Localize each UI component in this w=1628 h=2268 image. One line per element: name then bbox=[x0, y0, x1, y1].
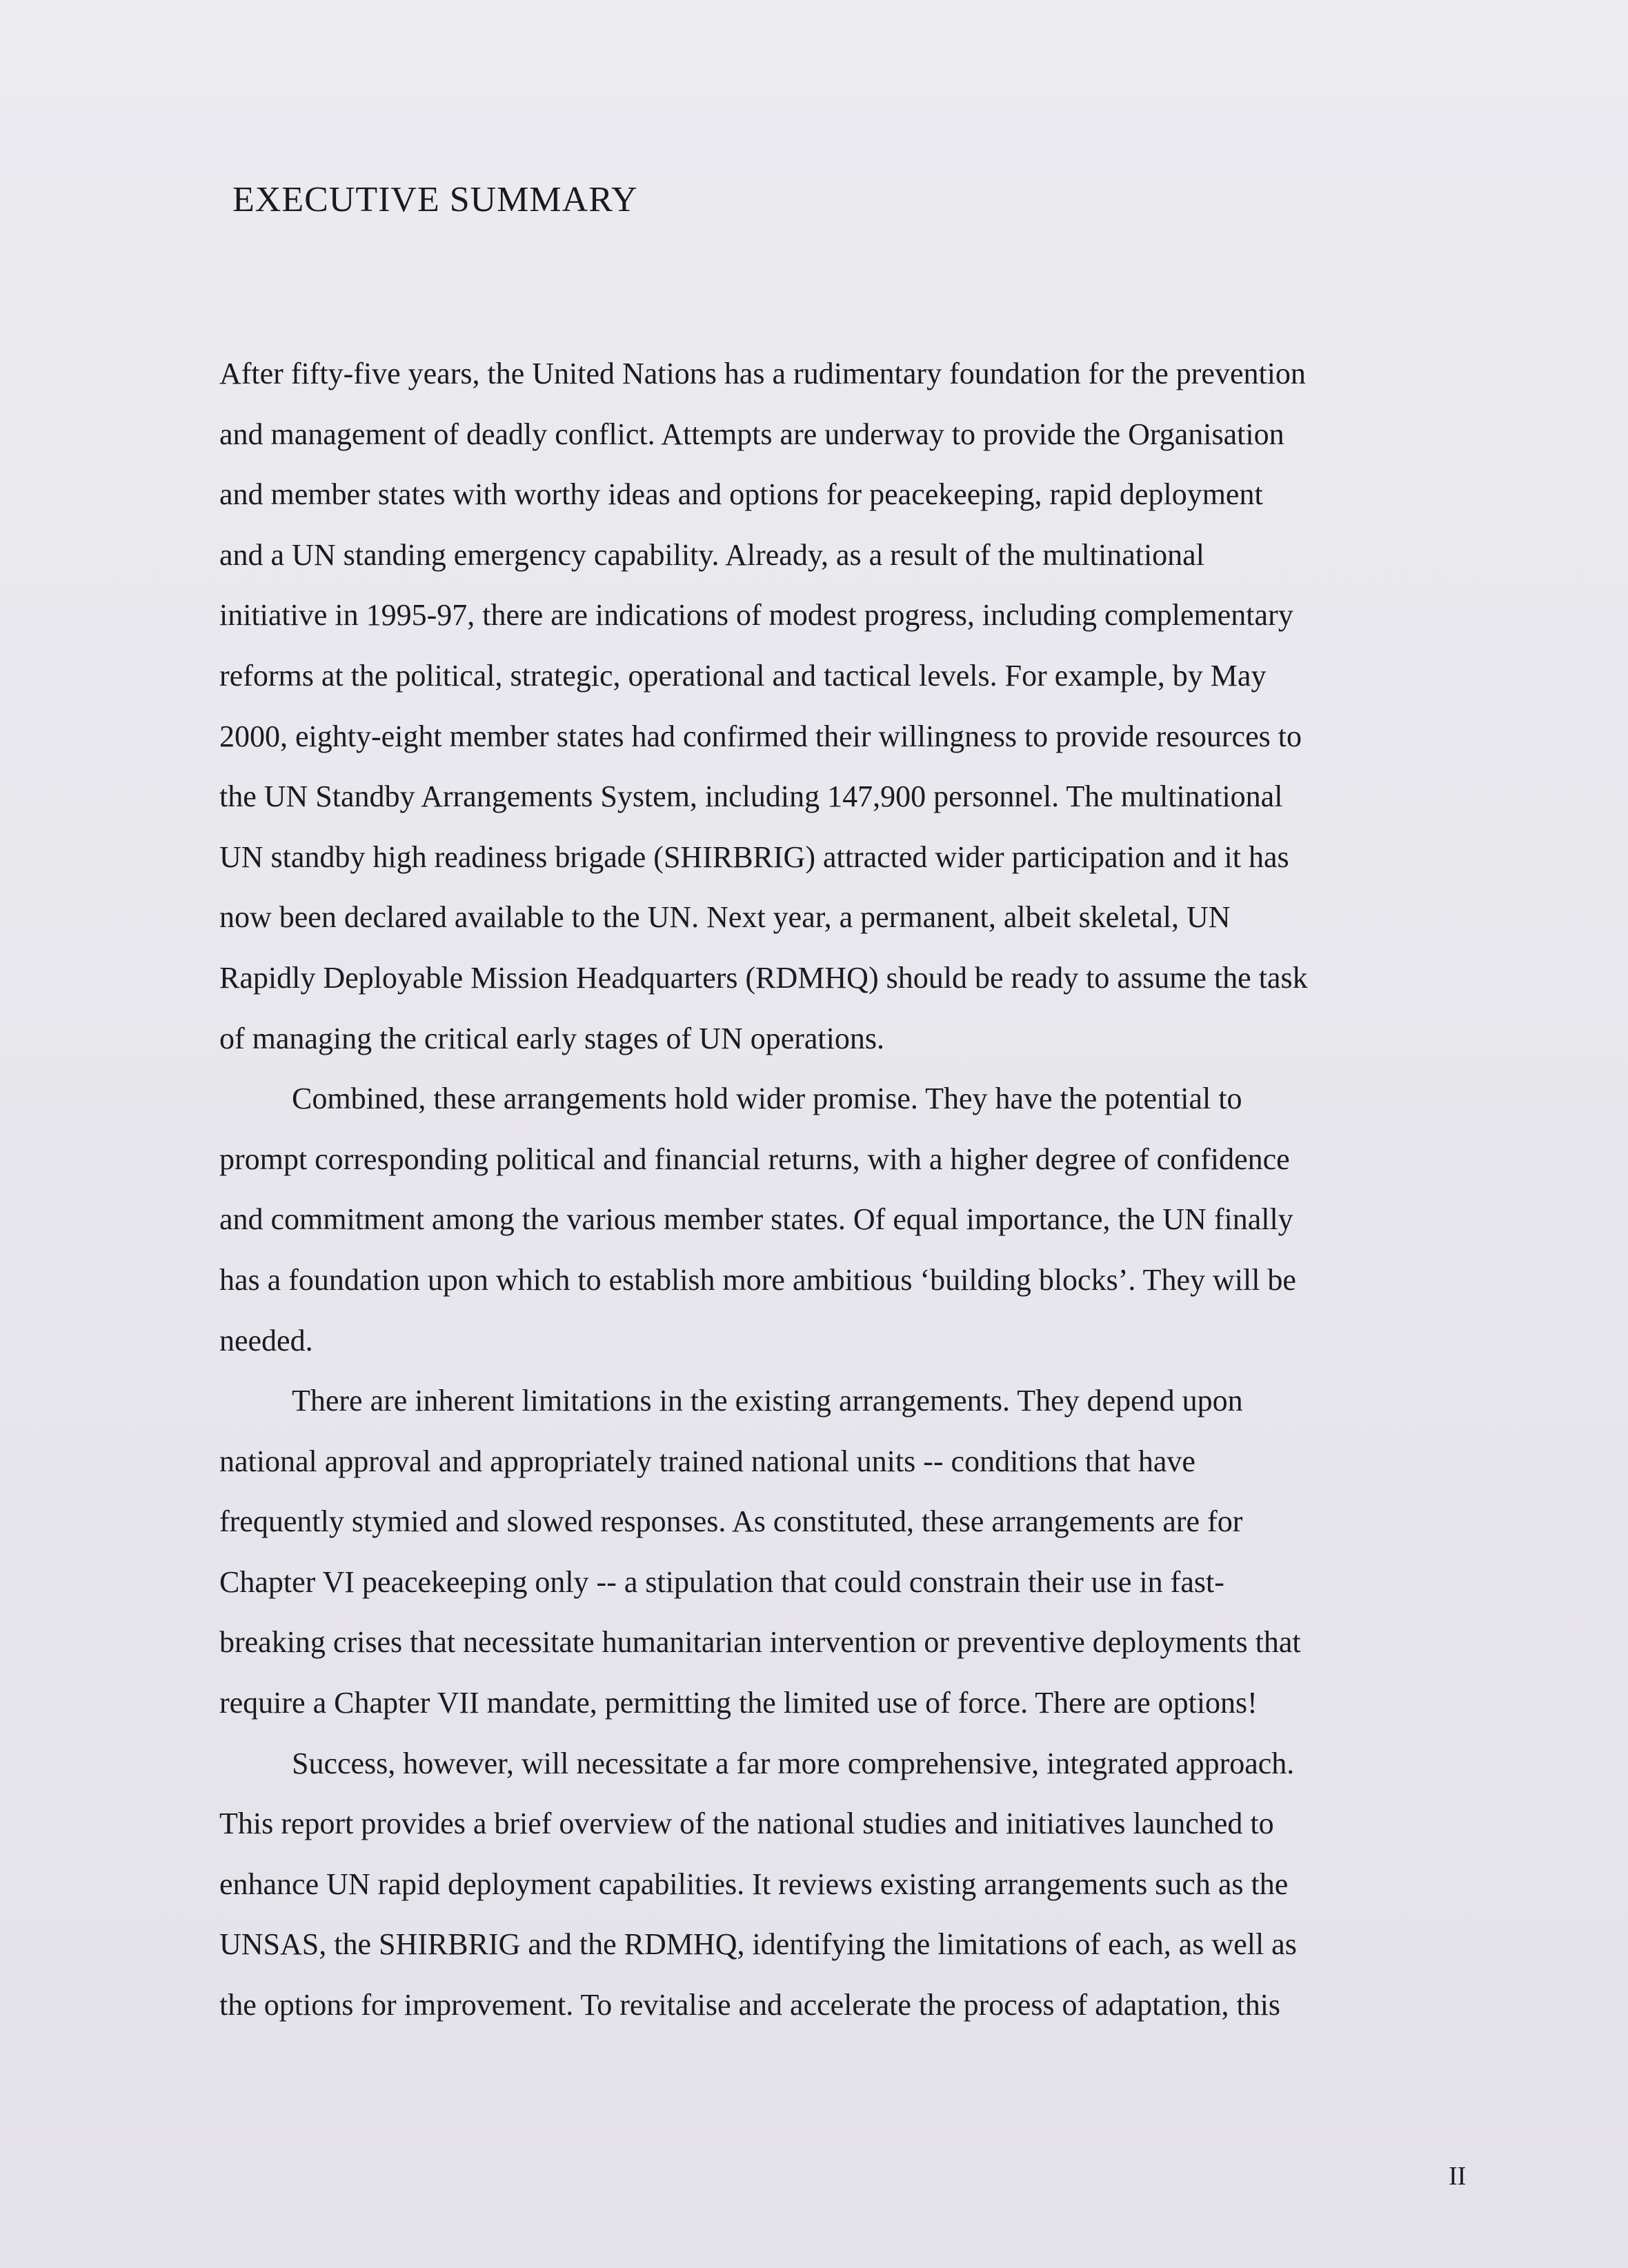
text-line: After fifty-five years, the United Nations has a rudimentary foundation for the prevention bbox=[219, 357, 1306, 390]
page-number: II bbox=[1449, 2162, 1467, 2191]
text-line: reforms at the political, strategic, operational and tactical levels. For example, by May bbox=[219, 658, 1267, 693]
paragraph-start-line: Combined, these arrangements hold wider promise. They have the potential to bbox=[292, 1082, 1242, 1116]
text-line: and a UN standing emergency capability. Already, as a result of the multinational bbox=[219, 537, 1204, 572]
text-line: initiative in 1995-97, there are indications of modest progress, including complementary bbox=[219, 598, 1293, 633]
text-line: require a Chapter VII mandate, permitting the limited use of force. There are options! bbox=[219, 1686, 1258, 1720]
text-line: now been declared available to the UN. Next year, a permanent, albeit skeletal, UN bbox=[219, 900, 1231, 935]
text-line: has a foundation upon which to establish more ambitious ‘building blocks’. They will be bbox=[219, 1262, 1296, 1297]
text-line: prompt corresponding political and financial returns, with a higher degree of confidence bbox=[219, 1142, 1290, 1176]
text-line: and management of deadly conflict. Attempts are underway to provide the Organisation bbox=[219, 417, 1284, 451]
paragraph-start-line: There are inherent limitations in the existing arrangements. They depend upon bbox=[292, 1384, 1243, 1418]
text-line: Chapter VI peacekeeping only -- a stipulation that could constrain their use in fast- bbox=[219, 1564, 1224, 1599]
text-line: frequently stymied and slowed responses. As constituted, these arrangements are for bbox=[219, 1504, 1243, 1539]
text-line: enhance UN rapid deployment capabilities. It reviews existing arrangements such as the bbox=[219, 1867, 1289, 1901]
text-line: the UN Standby Arrangements System, including 147,900 personnel. The multinational bbox=[219, 779, 1283, 814]
text-line: and commitment among the various member states. Of equal importance, the UN finally bbox=[219, 1202, 1293, 1237]
text-line: national approval and appropriately trained national units -- conditions that have bbox=[219, 1444, 1195, 1478]
page-heading: EXECUTIVE SUMMARY bbox=[232, 180, 638, 219]
text-line: Rapidly Deployable Mission Headquarters (RDMHQ) should be ready to assume the task bbox=[219, 960, 1308, 995]
text-line: 2000, eighty-eight member states had confirmed their willingness to provide resources to bbox=[219, 719, 1302, 753]
text-line: needed. bbox=[219, 1323, 313, 1357]
text-line: of managing the critical early stages of UN operations. bbox=[219, 1021, 885, 1055]
body-text bbox=[219, 344, 1496, 2036]
text-line: UNSAS, the SHIRBRIG and the RDMHQ, identifying the limitations of each, as well as bbox=[219, 1927, 1297, 1962]
text-line: UN standby high readiness brigade (SHIRBRIG) attracted wider participation and it has bbox=[219, 839, 1289, 874]
text-line: the options for improvement. To revitalise and accelerate the process of adaptation, this bbox=[219, 1988, 1281, 2022]
text-line: breaking crises that necessitate humanitarian intervention or preventive deployments that bbox=[219, 1625, 1301, 1660]
text-line: and member states with worthy ideas and options for peacekeeping, rapid deployment bbox=[219, 477, 1263, 512]
text-line: This report provides a brief overview of the national studies and initiatives launched to bbox=[219, 1807, 1274, 1841]
paragraph-start-line: Success, however, will necessitate a far more comprehensive, integrated approach. bbox=[292, 1746, 1295, 1780]
